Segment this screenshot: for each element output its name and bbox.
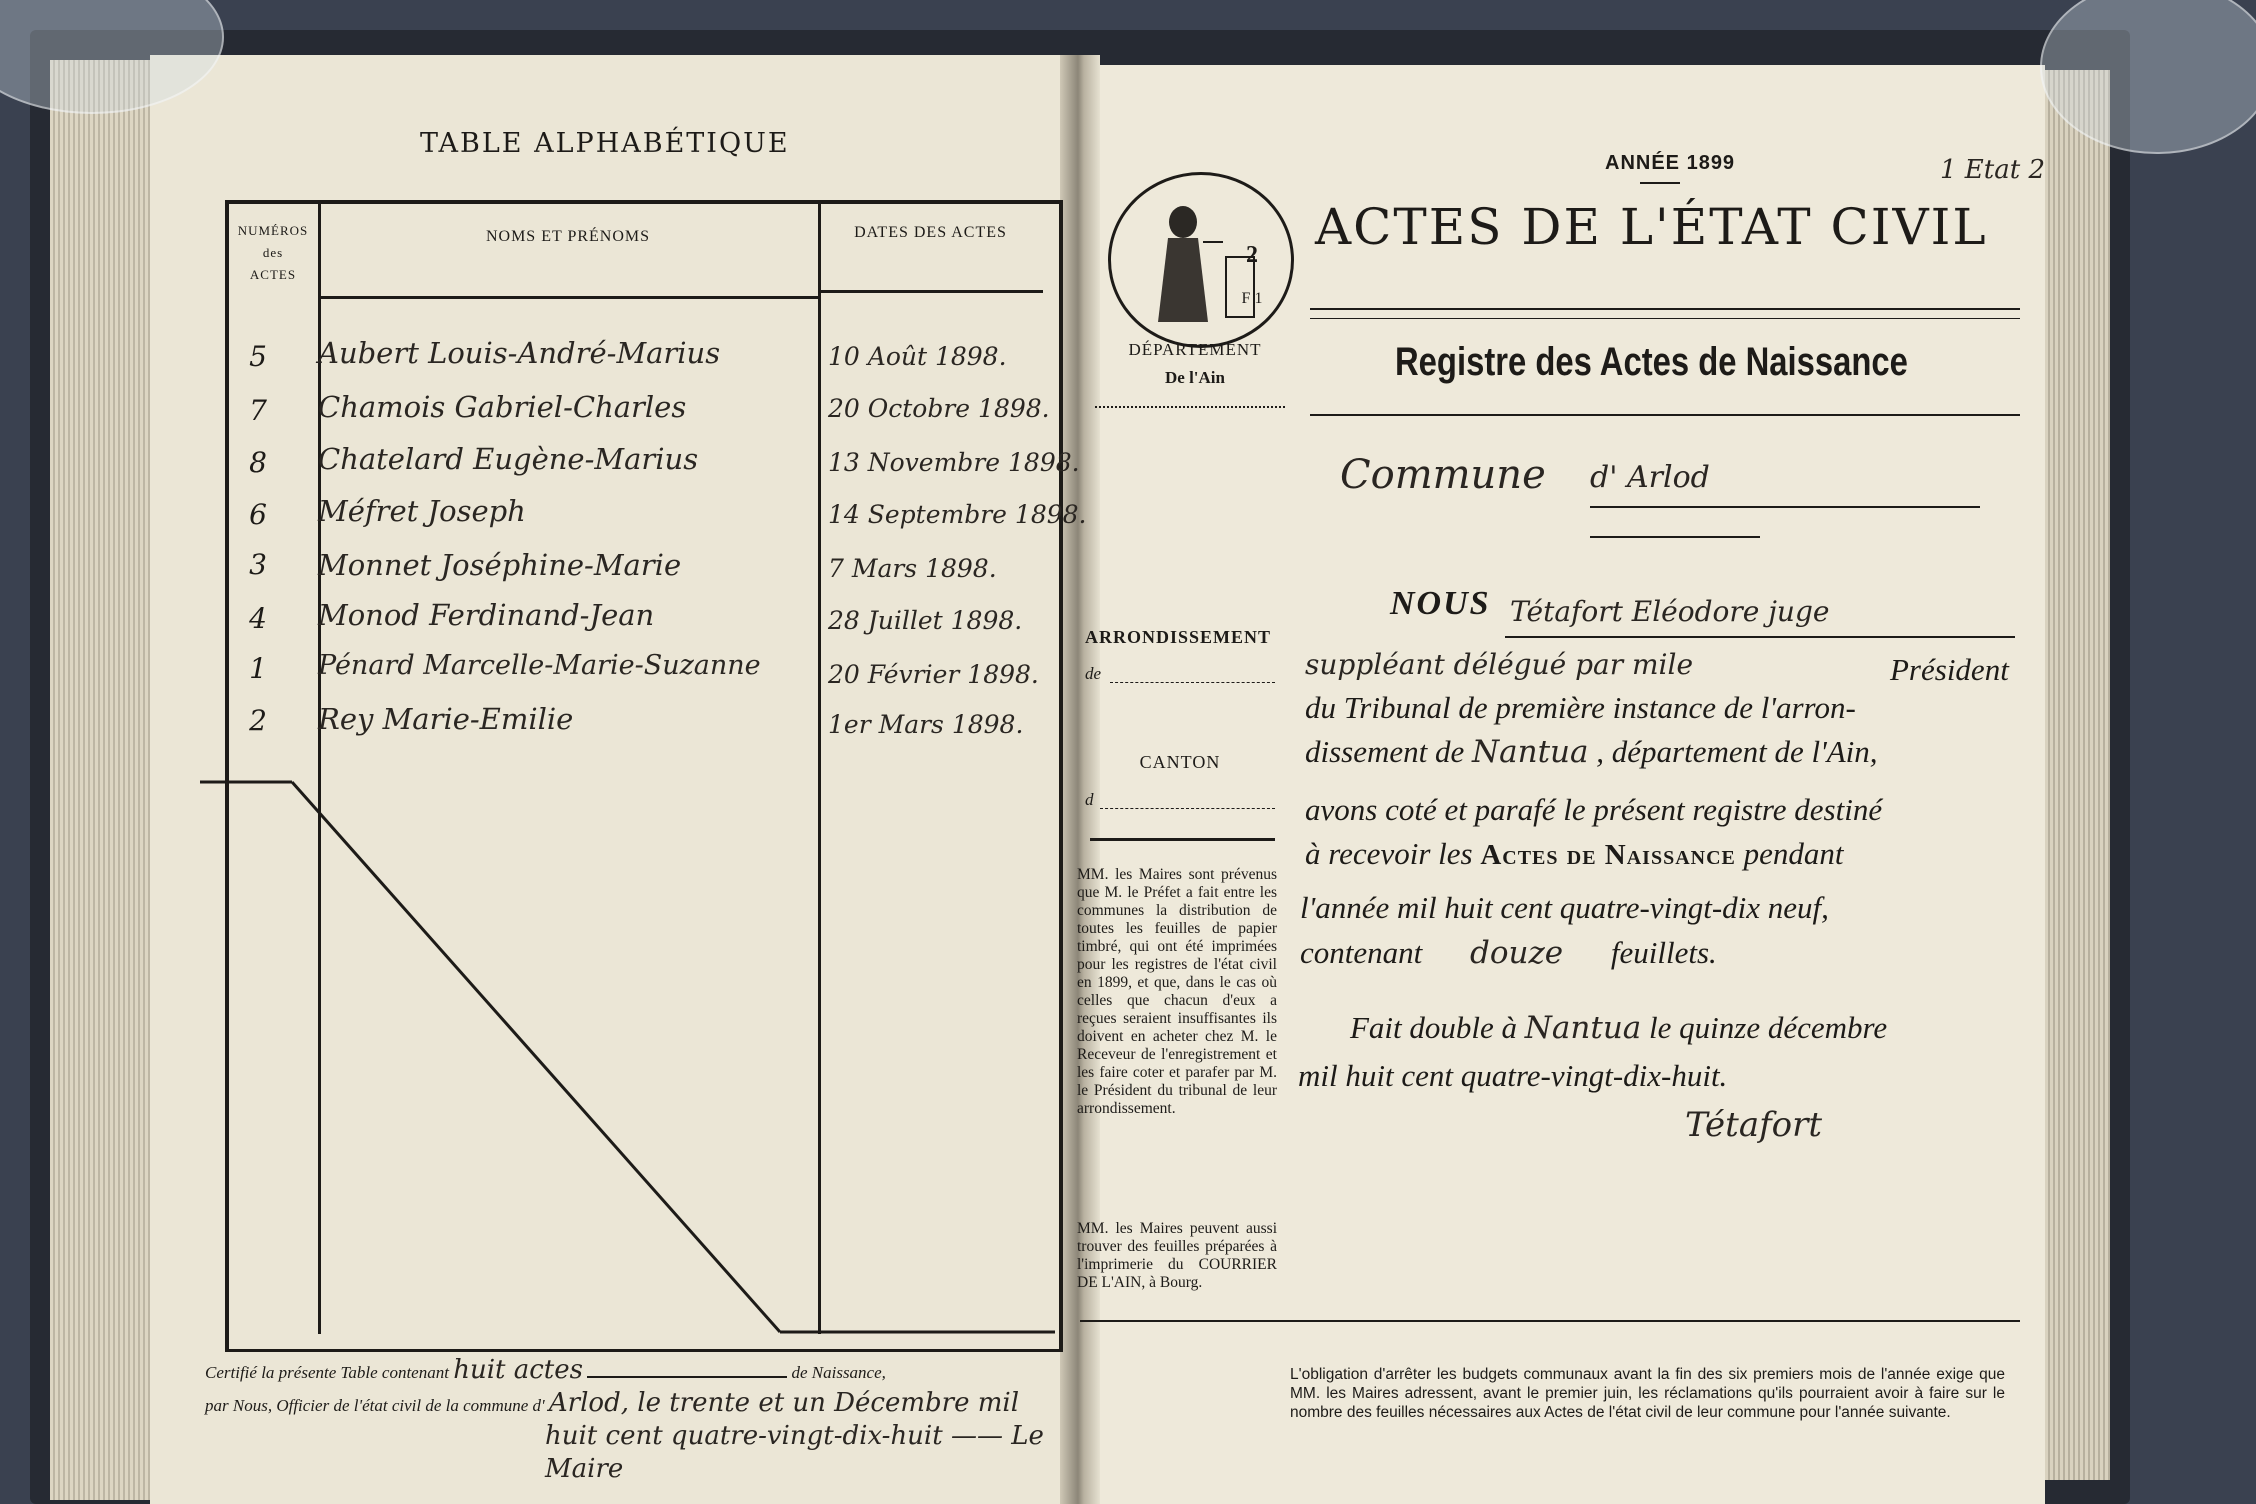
row-date: 10 Août 1898. bbox=[828, 342, 1007, 371]
certif-text-2: par Nous, Officier de l'état civil de la commune d' bbox=[205, 1396, 545, 1415]
canton-label: CANTON bbox=[1139, 752, 1221, 772]
body-line-4a: à recevoir les bbox=[1305, 836, 1473, 871]
arrondissement-de: de bbox=[1085, 664, 1102, 683]
body-line-2b: , département de l'Ain, bbox=[1596, 734, 1878, 769]
feuillets-count-handwritten: douze bbox=[1470, 935, 1564, 971]
header-numeros-line2: des bbox=[262, 245, 284, 260]
header-noms: NOMS ET PRÉNOMS bbox=[485, 228, 651, 245]
body-line-2 bbox=[1305, 734, 1878, 770]
header-numeros-line1: NUMÉROS bbox=[237, 223, 309, 238]
departement-name: De l'Ain bbox=[1165, 368, 1225, 387]
subtitle-rule bbox=[1310, 414, 2020, 416]
row-name: Pénard Marcelle-Marie-Suzanne bbox=[318, 650, 761, 681]
row-name: Chatelard Eugène-Marius bbox=[318, 442, 699, 476]
annee-label: ANNÉE 1899 bbox=[1605, 152, 1736, 174]
commune-separator bbox=[1590, 536, 1760, 538]
mayors-notice: MM. les Maires sont prévenus que M. le Préfet a fait entre les communes la distribution de toutes les feuilles de papier timbré, qui ont été imprimées pour les registres de l'état civil en 1899, et que, dans le cas où celles que chacun d'eux a reçues seraient insuffisantes ils doivent en acheter chez M. le Receveur de l'enregistrement et les faire coter et parafer par M. le Président du tribunal de leur arrondissement. bbox=[1077, 866, 1277, 1117]
title-rule-2 bbox=[1310, 318, 2020, 319]
certif-hand-2: Arlod, le trente et un Décembre mil bbox=[548, 1388, 1020, 1418]
arrondissement-handwritten: Nantua bbox=[1472, 734, 1589, 770]
row-name: Monod Ferdinand-Jean bbox=[318, 598, 655, 632]
row-date: 7 Mars 1898. bbox=[828, 554, 997, 583]
row-date: 28 Juillet 1898. bbox=[828, 606, 1023, 635]
certification-block bbox=[205, 1355, 1065, 1487]
header-rule-1 bbox=[318, 296, 818, 299]
departement-label: DÉPARTEMENT bbox=[1128, 340, 1262, 359]
row-date: 14 Septembre 1898. bbox=[828, 500, 1087, 529]
row-number: 4 bbox=[249, 602, 267, 635]
header-rule-2 bbox=[818, 290, 1043, 293]
table-strikeout-lines bbox=[200, 770, 1060, 1350]
body-line-6 bbox=[1300, 935, 1717, 971]
row-number: 2 bbox=[249, 704, 267, 737]
president-label: Président bbox=[1890, 652, 2009, 687]
departement-divider bbox=[1095, 402, 1285, 408]
page-edges-right bbox=[2040, 70, 2110, 1480]
certif-blank-line bbox=[587, 1376, 787, 1378]
body-line-4 bbox=[1305, 836, 1844, 872]
commune-underline bbox=[1590, 506, 1980, 508]
nous-handwritten: Tétafort Eléodore juge bbox=[1510, 595, 1830, 628]
body-line-7a: Fait double à bbox=[1350, 1010, 1518, 1045]
body-line-4b: pendant bbox=[1743, 836, 1844, 871]
nous-label: NOUS bbox=[1390, 585, 1491, 622]
body-line-7b: le quinze décembre bbox=[1649, 1010, 1888, 1045]
body-line-8: mil huit cent quatre-vingt-dix-huit. bbox=[1298, 1058, 1728, 1093]
commune-value: d' Arlod bbox=[1590, 460, 1710, 495]
nous-handwritten-2: suppléant délégué par mile bbox=[1305, 648, 1694, 681]
canton-d: d bbox=[1085, 790, 1094, 809]
row-name: Aubert Louis-André-Marius bbox=[318, 336, 721, 370]
place-handwritten: Nantua bbox=[1524, 1010, 1642, 1046]
seal-mark: F 1 bbox=[1241, 290, 1263, 307]
body-line-1: du Tribunal de première instance de l'arron- bbox=[1305, 690, 1856, 725]
certif-text-1b: de Naissance, bbox=[791, 1363, 886, 1382]
row-number: 7 bbox=[249, 394, 267, 427]
annee-underline bbox=[1640, 182, 1680, 184]
actes-naissance-emphasis: Actes de Naissance bbox=[1480, 839, 1736, 871]
mayors-notice-2: MM. les Maires peuvent aussi trouver des feuilles préparées à l'imprimerie du COURRIER DE L'AIN, à Bourg. bbox=[1077, 1220, 1277, 1291]
header-numeros bbox=[232, 220, 314, 286]
row-name: Chamois Gabriel-Charles bbox=[318, 390, 687, 424]
certif-hand-3: huit cent quatre-vingt-dix-huit —— Le Maire bbox=[545, 1421, 1044, 1484]
header-numeros-line3: ACTES bbox=[249, 267, 297, 282]
certif-text-1: Certifié la présente Table contenant bbox=[205, 1363, 449, 1382]
certif-hand-1: huit actes bbox=[453, 1355, 583, 1385]
commune-label: Commune bbox=[1340, 452, 1546, 498]
main-title: ACTES DE L'ÉTAT CIVIL bbox=[1315, 198, 1988, 256]
header-dates: DATES DES ACTES bbox=[854, 224, 1007, 241]
footer-rule bbox=[1080, 1320, 2020, 1322]
corner-annotation: 1 Etat 2 bbox=[1940, 155, 2045, 185]
body-line-6a: contenant bbox=[1300, 935, 1423, 970]
row-number: 8 bbox=[249, 446, 267, 479]
body-line-5: l'année mil huit cent quatre-vingt-dix neuf, bbox=[1300, 890, 1829, 925]
row-name: Méfret Joseph bbox=[318, 494, 526, 528]
seal-value: 2 bbox=[1246, 242, 1258, 268]
row-number: 5 bbox=[249, 340, 267, 373]
row-number: 6 bbox=[249, 498, 267, 531]
body-line-3: avons coté et parafé le présent registre destiné bbox=[1305, 792, 1883, 827]
body-line-7 bbox=[1350, 1010, 1887, 1046]
margin-rule bbox=[1090, 838, 1275, 841]
table-title: TABLE ALPHABÉTIQUE bbox=[420, 128, 790, 159]
budget-footnote: L'obligation d'arrêter les budgets communaux avant la fin des six premiers mois de l'année exige que MM. les Maires adressent, avant le premier juin, les réclamations qu'ils pourraient avoir à faire sur le nombre des feuilles nécessaires aux Actes de l'état civil de leur commune pour l'année suivante. bbox=[1290, 1366, 2005, 1421]
nous-underline bbox=[1505, 636, 2015, 638]
arrondissement-line bbox=[1110, 682, 1275, 683]
row-date: 20 Octobre 1898. bbox=[828, 394, 1050, 423]
signature: Tétafort bbox=[1685, 1105, 1823, 1145]
row-date: 13 Novembre 1898. bbox=[828, 448, 1080, 477]
row-number: 3 bbox=[249, 548, 267, 581]
row-name: Rey Marie-Emilie bbox=[318, 702, 574, 736]
arrondissement-label: ARRONDISSEMENT bbox=[1085, 627, 1272, 647]
register-subtitle: Registre des Actes de Naissance bbox=[1395, 340, 1908, 384]
title-rule-1 bbox=[1310, 308, 2020, 310]
row-date: 1er Mars 1898. bbox=[828, 710, 1024, 739]
row-name: Monnet Joséphine-Marie bbox=[318, 548, 682, 582]
row-number: 1 bbox=[249, 652, 267, 685]
canton-line bbox=[1100, 808, 1275, 809]
body-line-6b: feuillets. bbox=[1610, 935, 1717, 970]
row-date: 20 Février 1898. bbox=[828, 660, 1039, 689]
body-line-2a: dissement de bbox=[1305, 734, 1465, 769]
